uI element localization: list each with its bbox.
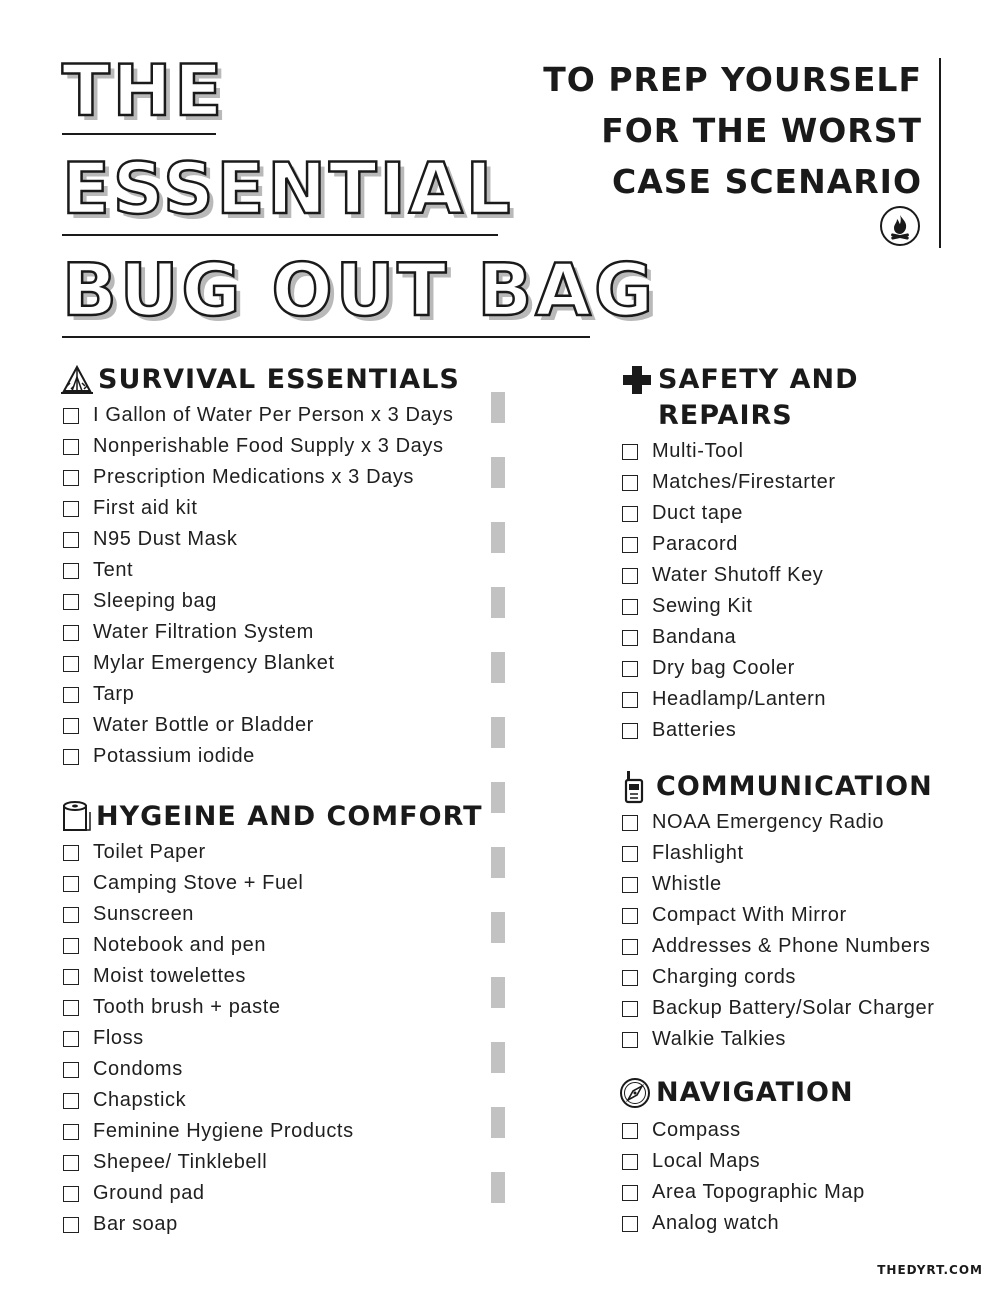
divider-dash [491,652,505,683]
cross-icon [620,363,654,397]
checklist-item [63,899,354,930]
checklist-item-label: Area Topographic Map [652,1181,865,1203]
checklist-item-label: Matches/Firestarter [652,471,836,493]
checklist-item [622,1024,934,1055]
title-line-essential: ESSENTIAL [62,148,514,230]
checklist-item [63,400,453,431]
divider-dash [491,1042,505,1073]
checkbox[interactable] [63,470,79,486]
checkbox[interactable] [63,718,79,734]
campfire-icon [880,206,920,246]
navigation-list [622,1115,865,1239]
section-heading-navigation [618,1075,854,1111]
checkbox[interactable] [63,907,79,923]
checkbox[interactable] [622,630,638,646]
checklist-item-label: Sleeping bag [93,590,217,612]
divider-dash [491,587,505,618]
checklist-item [622,962,934,993]
checklist-item [63,679,453,710]
checkbox[interactable] [622,568,638,584]
tagline-line-2: FOR THE WORST [601,111,922,150]
checklist-item-label: Camping Stove + Fuel [93,872,304,894]
checkbox[interactable] [63,1217,79,1233]
divider-dash [491,457,505,488]
title-rule-3 [62,336,590,338]
checklist-item-label: Water Filtration System [93,621,314,643]
checklist-item [63,992,354,1023]
checklist-item [63,961,354,992]
survival-list [63,400,453,772]
tagline-divider [939,58,941,248]
tagline-line-3: CASE SCENARIO [612,162,922,201]
checkbox[interactable] [63,532,79,548]
checklist-item-label: Water Bottle or Bladder [93,714,314,736]
section-title: SURVIVAL ESSENTIALS [98,364,460,395]
checklist-item-label: Tent [93,559,134,581]
checklist-item-label: Condoms [93,1058,183,1080]
checkbox[interactable] [63,1186,79,1202]
checkbox[interactable] [622,846,638,862]
checklist-item [622,498,836,529]
checkbox[interactable] [63,876,79,892]
checklist-item-label: Addresses & Phone Numbers [652,935,931,957]
checkbox[interactable] [622,1032,638,1048]
checklist-item [622,436,836,467]
checkbox[interactable] [622,1185,638,1201]
checklist-item [622,807,934,838]
section-heading-communication [618,769,933,805]
compass-icon [618,1076,652,1110]
section-title: COMMUNICATION [656,771,933,802]
footer-website: THEDYRT.COM [877,1263,983,1277]
checkbox[interactable] [622,661,638,677]
checklist-item-label: Paracord [652,533,738,555]
checkbox[interactable] [63,1093,79,1109]
checkbox[interactable] [622,537,638,553]
section-title-line-2: REPAIRS [658,400,793,431]
checklist-item [63,617,453,648]
checkbox[interactable] [63,1000,79,1016]
checklist-item-label: Dry bag Cooler [652,657,795,679]
checklist-item [63,741,453,772]
walkie-talkie-icon [618,770,652,804]
checklist-item [622,1177,865,1208]
divider-dash [491,847,505,878]
checklist-item [63,431,453,462]
checklist-item [63,524,453,555]
checklist-item [63,1147,354,1178]
checklist-item [622,684,836,715]
checklist-item-label: NOAA Emergency Radio [652,811,885,833]
checklist-item [63,1116,354,1147]
checkbox[interactable] [63,969,79,985]
section-heading-survival [60,362,460,398]
toilet-paper-icon [58,800,92,834]
checkbox[interactable] [63,1155,79,1171]
checklist-item-label: Sewing Kit [652,595,753,617]
checklist-item [622,622,836,653]
checklist-item-label: Feminine Hygiene Products [93,1120,354,1142]
checklist-item [622,467,836,498]
checkbox[interactable] [622,877,638,893]
tent-icon [60,363,94,397]
checklist-item-label: Charging cords [652,966,797,988]
checklist-item-label: Analog watch [652,1212,780,1234]
divider-dash [491,392,505,423]
checklist-item [63,1178,354,1209]
checkbox[interactable] [63,625,79,641]
section-title-line-1: SAFETY AND [658,364,859,395]
checkbox[interactable] [63,1124,79,1140]
checkbox[interactable] [622,506,638,522]
divider-dash [491,1172,505,1203]
checklist-item [622,560,836,591]
tagline [502,54,922,207]
checklist-item-label: Duct tape [652,502,744,524]
checklist-item [63,1209,354,1240]
section-title: NAVIGATION [656,1077,854,1108]
section-title [658,362,859,434]
checklist-item-label: Ground pad [93,1182,205,1204]
checklist-item-label: Potassium iodide [93,745,255,767]
checklist-item [622,653,836,684]
checklist-item [622,529,836,560]
checklist-item-label: Shepee/ Tinklebell [93,1151,268,1173]
checklist-item-label: Tooth brush + paste [93,996,281,1018]
section-title: HYGEINE AND COMFORT [96,801,483,832]
checklist-item-label: Compact With Mirror [652,904,847,926]
tagline-line-1: TO PREP YOURSELF [543,60,922,99]
checklist-item [622,993,934,1024]
checklist-item-label: Batteries [652,719,737,741]
hygiene-list [63,837,354,1240]
checkbox[interactable] [622,970,638,986]
divider-dash [491,1107,505,1138]
checklist-item [622,931,934,962]
checkbox[interactable] [63,563,79,579]
checkbox[interactable] [63,1062,79,1078]
section-heading-safety [620,362,859,434]
communication-list [622,807,934,1055]
checklist-item [63,462,453,493]
checklist-item-label: Multi-Tool [652,440,744,462]
checklist-item-label: Notebook and pen [93,934,267,956]
checkbox[interactable] [63,1031,79,1047]
checklist-item-label: Water Shutoff Key [652,564,824,586]
checkbox[interactable] [63,656,79,672]
checklist-item [63,1085,354,1116]
checklist-item [622,1146,865,1177]
section-heading-hygiene [58,799,483,835]
checklist-item [63,555,453,586]
checkbox[interactable] [63,749,79,765]
title-line-the: THE [62,50,226,132]
checkbox[interactable] [622,1123,638,1139]
checklist-item [63,1054,354,1085]
checklist-item-label: Local Maps [652,1150,761,1172]
checklist-item [622,1115,865,1146]
checklist-item-label: Floss [93,1027,144,1049]
checkbox[interactable] [622,475,638,491]
checklist-item-label: Bar soap [93,1213,178,1235]
checklist-item [63,1023,354,1054]
checkbox[interactable] [622,1001,638,1017]
checklist-item-label: Tarp [93,683,135,705]
checkbox[interactable] [622,692,638,708]
checklist-item-label: Sunscreen [93,903,195,925]
checklist-item-label: First aid kit [93,497,198,519]
checklist-item [622,838,934,869]
divider-dash [491,977,505,1008]
checkbox[interactable] [63,687,79,703]
divider-dash [491,782,505,813]
title-rule-2 [62,234,498,236]
divider-dash [491,717,505,748]
checklist-item [63,493,453,524]
checklist-item-label: Toilet Paper [93,841,206,863]
checklist-item-label: Whistle [652,873,722,895]
checkbox[interactable] [63,439,79,455]
divider-dash [491,912,505,943]
checklist-item-label: Nonperishable Food Supply x 3 Days [93,435,444,457]
checkbox[interactable] [63,408,79,424]
checklist-item [63,837,354,868]
checklist-item-label: Moist towelettes [93,965,246,987]
checklist-item [63,868,354,899]
title-rule-1 [62,133,216,135]
checklist-item-label: Walkie Talkies [652,1028,786,1050]
divider-dash [491,522,505,553]
checklist-item [63,586,453,617]
checklist-item [622,869,934,900]
checklist-item [622,591,836,622]
checklist-item-label: Chapstick [93,1089,187,1111]
checkbox[interactable] [622,908,638,924]
checklist-item-label: Backup Battery/Solar Charger [652,997,935,1019]
checkbox[interactable] [622,444,638,460]
checklist-item-label: Bandana [652,626,737,648]
checkbox[interactable] [622,723,638,739]
checklist-item-label: Mylar Emergency Blanket [93,652,335,674]
checklist-item [622,1208,865,1239]
checklist-item-label: I Gallon of Water Per Person x 3 Days [93,404,454,426]
checkbox[interactable] [622,815,638,831]
checkbox[interactable] [63,938,79,954]
checkbox[interactable] [622,1216,638,1232]
safety-list [622,436,836,746]
checklist-item-label: Flashlight [652,842,744,864]
checkbox[interactable] [63,594,79,610]
checklist-item-label: N95 Dust Mask [93,528,238,550]
checklist-item [63,930,354,961]
checklist-item-label: Prescription Medications x 3 Days [93,466,415,488]
checkbox[interactable] [63,501,79,517]
checkbox[interactable] [622,939,638,955]
checkbox[interactable] [63,845,79,861]
checklist-item [63,710,453,741]
title-line-bug-out-bag: BUG OUT BAG [62,248,657,332]
checklist-item [63,648,453,679]
checklist-item [622,900,934,931]
checklist-item [622,715,836,746]
checklist-item-label: Headlamp/Lantern [652,688,827,710]
checkbox[interactable] [622,599,638,615]
checklist-item-label: Compass [652,1119,741,1141]
checkbox[interactable] [622,1154,638,1170]
